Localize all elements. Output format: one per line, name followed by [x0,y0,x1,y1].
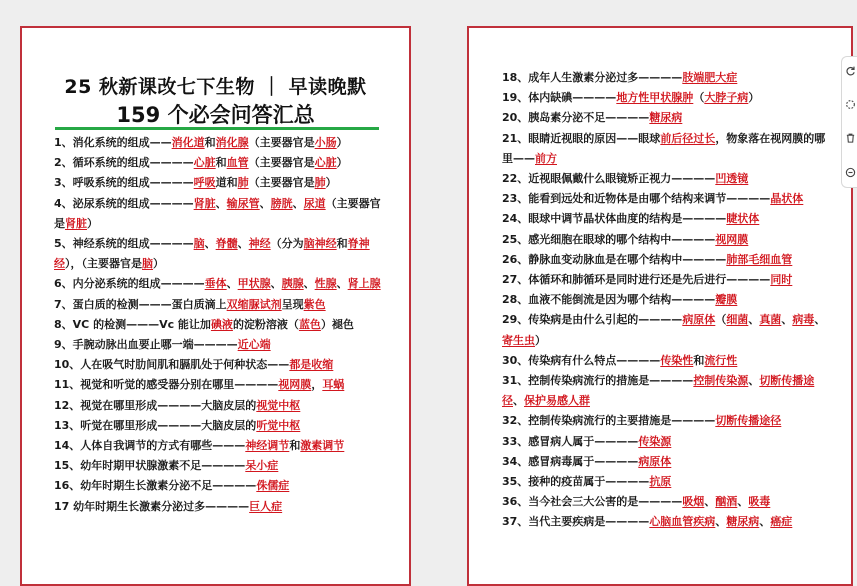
page-subtitle: 159 个必会问答汇总 [116,103,315,127]
question-text: 、 [336,277,348,291]
question-item [502,169,827,189]
answer-text: 肾脏 [65,216,87,230]
question-item [502,250,827,270]
question-item [502,230,827,250]
question-text: 25、感光细胞在眼球的哪个结构中———— [502,232,716,246]
question-text: 、 [715,515,727,529]
question-text: 21、眼睛近视眼的原因——眼球 [502,131,661,145]
question-text: ），（主要器官是 [65,257,142,271]
answer-text: 小肠 [314,136,337,149]
question-text: （主要器官是 [248,136,315,149]
question-item [54,153,384,173]
answer-text: 脊神经 [54,237,370,271]
answer-text: 呼吸 [193,176,216,190]
question-item [54,375,384,395]
answer-text: 切断传播途径 [715,414,782,428]
question-text: （ [715,313,727,327]
answer-text: 肺部毛细血管 [726,252,793,266]
question-text: 36、当今社会三大公害的是———— [502,495,683,509]
question-text: 的淀粉溶液（ [232,317,299,331]
question-text: 15、幼年时期甲状腺激素不足———— [54,459,246,473]
question-text: 和 [289,439,301,453]
answer-text: 垂体 [204,277,227,291]
answer-text: 性腺 [314,277,337,291]
question-text: 4、泌尿系统的组成———— [54,196,194,210]
answer-text: 心脏 [193,156,216,170]
question-item [54,194,384,234]
question-text: ） [535,333,546,347]
question-item [502,432,827,452]
question-text: 和 [215,156,227,170]
question-text: 、 [814,313,826,327]
answer-text: 心脏 [314,156,337,170]
question-text: 12、视觉在哪里形成————大脑皮层的 [54,398,257,412]
question-text: （分为 [270,237,304,251]
answer-text: 神经 [248,237,271,251]
question-item [502,209,827,229]
question-item [502,351,827,371]
question-text: 、 [781,313,793,327]
question-text: 31、控制传染病流行的措施是———— [502,374,694,388]
question-text: 6、内分泌系统的组成———— [54,277,205,291]
answer-text: 保护易感人群 [524,394,590,408]
answer-text: 视网膜 [278,378,312,392]
answer-text: 甲状腺 [237,277,271,291]
page-title: 25 秋新课改七下生物 ｜ 早读晚默 [64,76,367,98]
question-text: 11、视觉和听觉的感受器分别在哪里———— [54,378,279,392]
question-item [54,436,384,456]
answer-text: 流行性 [704,353,738,367]
question-text: ） [153,257,164,271]
answer-text: 神经调节 [245,439,290,453]
answer-text: 肾脏 [193,196,216,210]
question-text: （ [693,91,705,105]
answer-text: 激素调节 [300,439,345,453]
answer-text: 地方性甲状腺肿 [616,91,694,105]
answer-text: 尿道 [303,196,326,210]
answer-text: 糖尿病 [649,111,683,125]
question-list-left [54,133,384,517]
answer-text: 晶状体 [770,192,804,206]
question-text: 9、手腕动脉出血要止哪一端———— [54,338,238,352]
document-page-right [467,26,853,586]
answer-text: 睫状体 [726,212,760,226]
answer-text: 吸毒 [748,495,771,509]
answer-text: 前方 [535,151,557,165]
question-text: 10、人在吸气时肋间肌和膈肌处于何种状态—— [54,358,290,372]
answer-text: 胰腺 [281,277,304,291]
answer-text: 肺 [237,176,249,190]
answer-text: 消化腺 [215,136,249,149]
answer-text: 耳蜗 [322,378,345,392]
answer-text: 肾上腺 [347,277,381,291]
question-text: 24、眼球中调节晶状体曲度的结构是———— [502,212,727,226]
question-text: 、 [759,515,771,529]
title-underline [55,127,379,130]
question-text: 8、VC 的检测———Vc 能让加 [54,317,211,331]
answer-text: 脑 [142,257,153,271]
answer-text: 瓣膜 [715,293,738,307]
question-text: 、 [513,394,524,408]
question-text: 35、接种的疫苗属于———— [502,475,650,489]
answer-text: 消化道 [171,136,205,149]
answer-text: 呆小症 [245,459,279,473]
question-item [502,492,827,512]
question-text: 1、消化系统的组成—— [54,136,172,149]
answer-text: 紫色 [303,297,326,311]
question-text: 18、成年人生激素分泌过多———— [502,71,683,84]
question-text: 2、循环系统的组成———— [54,156,194,170]
question-item [54,476,384,496]
question-item [502,472,827,492]
answer-text: 肢端肥大症 [682,71,738,84]
rotate-icon[interactable] [843,61,857,79]
question-item [502,88,827,108]
answer-text: 双缩脲试剂 [226,297,282,311]
answer-text: 听觉中枢 [256,418,301,432]
question-item [502,411,827,431]
question-text: （主要器官是 [54,196,381,230]
question-text: 、 [215,196,227,210]
answer-text: 同时 [770,273,793,287]
answer-text: 吸烟 [682,495,705,509]
question-text: 呈现 [281,297,304,311]
question-text: 17 幼年时期生长激素分泌过多———— [54,499,250,513]
question-text: 26、静脉血变动脉血是在哪个结构中———— [502,252,727,266]
question-text: 37、当代主要疾病是———— [502,515,650,529]
question-text: 33、感冒病人属于———— [502,434,639,448]
question-text: 20、胰岛素分泌不足———— [502,111,650,125]
answer-text: 近心端 [237,338,271,352]
question-text: 和 [336,237,348,251]
question-text: 、 [237,237,249,251]
answer-text: 抗原 [649,475,672,489]
question-text: 和 [204,136,216,149]
question-text: （主要器官是 [248,156,315,170]
answer-text: 前后径过长 [660,131,716,145]
question-text: 5、神经系统的组成———— [54,237,194,251]
question-text: 和 [693,353,705,367]
answer-text: 病原体 [638,454,672,468]
question-text: （主要器官是 [248,176,315,190]
question-text: 19、体内缺碘———— [502,91,617,105]
answer-text: 碘液 [210,317,233,331]
question-item [502,129,827,169]
answer-text: 肺 [314,176,326,190]
answer-text: 侏儒症 [256,479,290,493]
answer-text: 凹透镜 [715,172,749,186]
question-item [502,452,827,472]
answer-text: 脑神经 [303,237,337,251]
question-text: 、 [270,277,282,291]
question-text: 28、血液不能倒流是因为哪个结构———— [502,293,716,307]
answer-text: 脑 [193,237,205,251]
answer-text: 传染源 [638,434,672,448]
answer-text: 细菌 [726,313,749,327]
answer-text: 视觉中枢 [256,398,301,412]
answer-text: 心脑血管疾病 [649,515,716,529]
answer-text: 癌症 [770,515,793,529]
question-item [502,68,827,88]
answer-text: 巨人症 [249,499,283,513]
answer-text: 酗酒 [715,495,738,509]
question-item [54,274,384,294]
question-text: 、 [259,196,271,210]
question-item [502,270,827,290]
zoom-out-icon[interactable] [843,163,857,181]
question-item [54,335,384,355]
question-text: 29、传染病是由什么引起的———— [502,313,683,327]
question-item [54,497,384,517]
question-item [54,355,384,375]
question-item [54,234,384,274]
question-text: ）褪色 [320,317,354,331]
question-text: 22、近视眼佩戴什么眼镜矫正视力———— [502,172,716,186]
answer-text: 病毒 [792,313,815,327]
answer-text: 血管 [226,156,249,170]
question-text: 27、体循环和肺循环是同时进行还是先后进行———— [502,273,771,287]
answer-text: 寄生虫 [502,333,535,347]
question-item [54,416,384,436]
question-text: ） [336,156,348,170]
question-text: 16、幼年时期生长激素分泌不足———— [54,479,257,493]
question-text: ） [748,91,760,105]
question-item [54,315,384,335]
answer-text: 传染性 [660,353,694,367]
question-list-right [502,68,827,533]
question-text: 23、能看到远处和近物体是由哪个结构来调节———— [502,192,771,206]
answer-text: 糖尿病 [726,515,760,529]
answer-text: 蓝色 [298,317,321,331]
question-text: 、 [204,237,216,251]
question-item [54,133,384,153]
question-text: 13、听觉在哪里形成————大脑皮层的 [54,418,257,432]
question-text: ） [336,136,348,149]
question-text: 34、感冒病毒属于———— [502,454,639,468]
question-text: ） [87,216,98,230]
question-text: 、 [737,495,749,509]
question-item [54,173,384,193]
question-text: ） [325,176,337,190]
question-text: 、 [748,313,760,327]
answer-text: 都是收缩 [289,358,334,372]
question-text: ， [311,378,323,392]
question-text: 3、呼吸系统的组成———— [54,176,194,190]
question-item [54,456,384,476]
answer-text: 视网膜 [715,232,749,246]
question-item [502,310,827,350]
question-item [502,189,827,209]
document-page-left [20,26,411,586]
question-item [54,295,384,315]
question-text: 、 [748,374,760,388]
question-item [54,396,384,416]
answer-text: 真菌 [759,313,782,327]
question-item [502,371,827,411]
question-item [502,512,827,532]
answer-text: 膀胱 [270,196,293,210]
question-item [502,290,827,310]
question-text: ，物象落在视网膜的哪里—— [502,131,826,165]
question-text: 、 [303,277,315,291]
answer-text: 控制传染源 [693,374,749,388]
question-text: 30、传染病有什么特点———— [502,353,661,367]
question-text: 32、控制传染病流行的主要措施是———— [502,414,716,428]
question-text: 7、蛋白质的检测———蛋白质滴上 [54,297,227,311]
answer-text: 大脖子病 [704,91,749,105]
question-text: 14、人体自我调节的方式有哪些——— [54,439,246,453]
lasso-icon[interactable] [843,95,857,113]
answer-text: 病原体 [682,313,716,327]
answer-text: 输尿管 [226,196,260,210]
question-text: 、 [292,196,304,210]
answer-text: 脊髓 [215,237,238,251]
delete-icon[interactable] [843,129,857,147]
question-text: 道和 [215,176,238,190]
answer-text: 切断传播途径 [502,374,815,408]
floating-toolbar [841,56,857,188]
question-text: 、 [226,277,238,291]
question-item [502,108,827,128]
question-text: 、 [704,495,716,509]
